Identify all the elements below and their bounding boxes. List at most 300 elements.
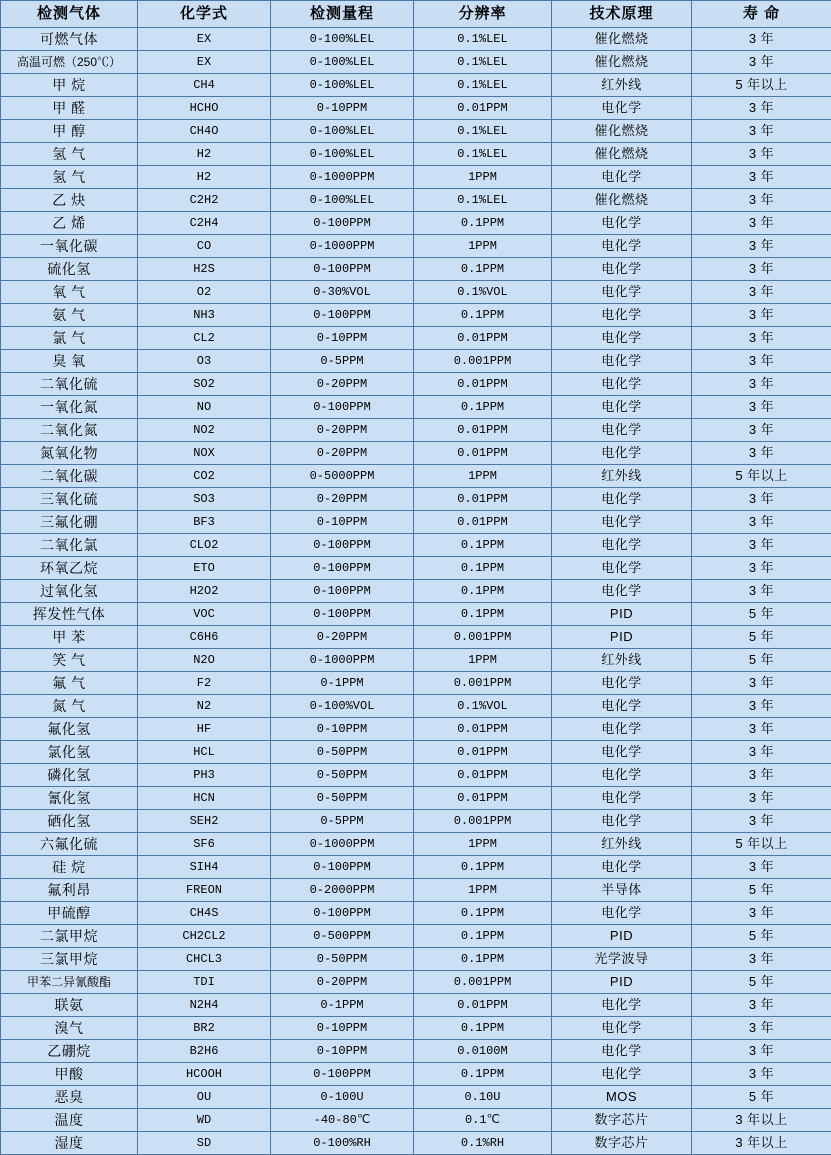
cell-lifetime: 5 年 <box>692 971 831 994</box>
cell-gas-name: 氮氧化物 <box>1 442 138 465</box>
cell-principle: 催化燃烧 <box>552 28 692 51</box>
cell-formula: PH3 <box>138 764 271 787</box>
cell-formula: H2S <box>138 258 271 281</box>
cell-lifetime: 5 年以上 <box>692 465 831 488</box>
cell-resolution: 0.01PPM <box>414 511 552 534</box>
cell-lifetime: 3 年 <box>692 120 831 143</box>
cell-gas-name: 硅 烷 <box>1 856 138 879</box>
column-header-principle: 技术原理 <box>552 1 692 28</box>
cell-lifetime: 3 年以上 <box>692 1109 831 1132</box>
table-row <box>1 212 831 235</box>
cell-formula: CH4 <box>138 74 271 97</box>
cell-gas-name: 乙硼烷 <box>1 1040 138 1063</box>
column-header-gas-name: 检测气体 <box>1 1 138 28</box>
cell-resolution: 1PPM <box>414 235 552 258</box>
cell-principle: 电化学 <box>552 1040 692 1063</box>
table-row <box>1 143 831 166</box>
cell-principle: 电化学 <box>552 787 692 810</box>
cell-range: 0-100%RH <box>271 1132 414 1155</box>
cell-formula: NH3 <box>138 304 271 327</box>
cell-range: 0-100PPM <box>271 557 414 580</box>
cell-resolution: 0.1%LEL <box>414 120 552 143</box>
table-row <box>1 603 831 626</box>
cell-formula: CLO2 <box>138 534 271 557</box>
cell-range: 0-20PPM <box>271 419 414 442</box>
cell-principle: 电化学 <box>552 419 692 442</box>
cell-range: 0-1PPM <box>271 672 414 695</box>
cell-lifetime: 3 年 <box>692 1017 831 1040</box>
cell-range: 0-100%LEL <box>271 28 414 51</box>
table-row <box>1 971 831 994</box>
cell-resolution: 0.01PPM <box>414 787 552 810</box>
cell-lifetime: 3 年 <box>692 189 831 212</box>
cell-resolution: 0.1%LEL <box>414 143 552 166</box>
cell-range: 0-5000PPM <box>271 465 414 488</box>
cell-principle: 电化学 <box>552 741 692 764</box>
table-row <box>1 764 831 787</box>
cell-gas-name: 氟利昂 <box>1 879 138 902</box>
cell-lifetime: 3 年 <box>692 51 831 74</box>
cell-gas-name: 笑 气 <box>1 649 138 672</box>
cell-resolution: 0.10U <box>414 1086 552 1109</box>
cell-lifetime: 3 年 <box>692 235 831 258</box>
cell-formula: WD <box>138 1109 271 1132</box>
table-row <box>1 189 831 212</box>
cell-formula: C6H6 <box>138 626 271 649</box>
cell-gas-name: 氮 气 <box>1 695 138 718</box>
cell-principle: 电化学 <box>552 350 692 373</box>
table-row <box>1 902 831 925</box>
table-header-row <box>1 1 831 28</box>
cell-resolution: 0.1%LEL <box>414 28 552 51</box>
cell-formula: CH4O <box>138 120 271 143</box>
cell-principle: 电化学 <box>552 810 692 833</box>
cell-formula: C2H2 <box>138 189 271 212</box>
cell-lifetime: 3 年 <box>692 741 831 764</box>
cell-principle: 电化学 <box>552 488 692 511</box>
cell-resolution: 0.01PPM <box>414 994 552 1017</box>
table-row <box>1 1086 831 1109</box>
cell-gas-name: 甲 醇 <box>1 120 138 143</box>
cell-range: 0-100%VOL <box>271 695 414 718</box>
cell-lifetime: 3 年 <box>692 143 831 166</box>
cell-range: 0-100PPM <box>271 212 414 235</box>
cell-lifetime: 3 年 <box>692 534 831 557</box>
cell-formula: CH2CL2 <box>138 925 271 948</box>
cell-range: 0-100PPM <box>271 304 414 327</box>
cell-principle: 电化学 <box>552 97 692 120</box>
table-row <box>1 672 831 695</box>
cell-principle: 红外线 <box>552 649 692 672</box>
cell-resolution: 0.1PPM <box>414 396 552 419</box>
table-row <box>1 74 831 97</box>
table-row <box>1 649 831 672</box>
cell-range: 0-1PPM <box>271 994 414 1017</box>
cell-resolution: 0.1PPM <box>414 212 552 235</box>
cell-range: 0-1000PPM <box>271 235 414 258</box>
cell-resolution: 0.01PPM <box>414 373 552 396</box>
cell-resolution: 0.001PPM <box>414 350 552 373</box>
cell-principle: 电化学 <box>552 258 692 281</box>
cell-resolution: 0.01PPM <box>414 741 552 764</box>
cell-gas-name: 二氧化硫 <box>1 373 138 396</box>
table-row <box>1 350 831 373</box>
cell-formula: H2O2 <box>138 580 271 603</box>
cell-resolution: 0.01PPM <box>414 764 552 787</box>
table-row <box>1 396 831 419</box>
cell-formula: C2H4 <box>138 212 271 235</box>
cell-resolution: 1PPM <box>414 465 552 488</box>
cell-range: 0-100U <box>271 1086 414 1109</box>
cell-range: 0-5PPM <box>271 350 414 373</box>
table-row <box>1 166 831 189</box>
cell-formula: SF6 <box>138 833 271 856</box>
cell-resolution: 0.001PPM <box>414 626 552 649</box>
cell-principle: 光学波导 <box>552 948 692 971</box>
cell-principle: 数字芯片 <box>552 1109 692 1132</box>
cell-resolution: 0.001PPM <box>414 810 552 833</box>
cell-resolution: 0.1PPM <box>414 258 552 281</box>
cell-lifetime: 3 年 <box>692 327 831 350</box>
cell-formula: NOX <box>138 442 271 465</box>
cell-resolution: 0.0100M <box>414 1040 552 1063</box>
cell-range: 0-10PPM <box>271 97 414 120</box>
table-row <box>1 626 831 649</box>
cell-range: 0-100PPM <box>271 856 414 879</box>
cell-resolution: 0.1PPM <box>414 856 552 879</box>
table-row <box>1 1109 831 1132</box>
cell-formula: B2H6 <box>138 1040 271 1063</box>
cell-gas-name: 挥发性气体 <box>1 603 138 626</box>
cell-formula: HF <box>138 718 271 741</box>
cell-principle: 电化学 <box>552 580 692 603</box>
cell-principle: 电化学 <box>552 902 692 925</box>
cell-gas-name: 甲苯二异氰酸酯 <box>1 971 138 994</box>
cell-resolution: 0.001PPM <box>414 971 552 994</box>
cell-principle: 电化学 <box>552 1017 692 1040</box>
cell-gas-name: 磷化氢 <box>1 764 138 787</box>
cell-gas-name: 氯化氢 <box>1 741 138 764</box>
table-row <box>1 1017 831 1040</box>
cell-gas-name: 乙 烯 <box>1 212 138 235</box>
cell-principle: 催化燃烧 <box>552 51 692 74</box>
cell-range: 0-100PPM <box>271 580 414 603</box>
cell-range: 0-100PPM <box>271 1063 414 1086</box>
cell-lifetime: 3 年 <box>692 488 831 511</box>
cell-formula: NO <box>138 396 271 419</box>
table-row <box>1 120 831 143</box>
cell-range: 0-20PPM <box>271 971 414 994</box>
cell-gas-name: 溴气 <box>1 1017 138 1040</box>
cell-formula: HCHO <box>138 97 271 120</box>
cell-lifetime: 3 年 <box>692 810 831 833</box>
table-row <box>1 1040 831 1063</box>
cell-lifetime: 5 年 <box>692 626 831 649</box>
cell-resolution: 0.1PPM <box>414 902 552 925</box>
cell-lifetime: 3 年 <box>692 396 831 419</box>
table-row <box>1 534 831 557</box>
cell-gas-name: 氟化氢 <box>1 718 138 741</box>
cell-formula: OU <box>138 1086 271 1109</box>
cell-resolution: 0.1PPM <box>414 580 552 603</box>
cell-principle: 电化学 <box>552 557 692 580</box>
cell-lifetime: 3 年 <box>692 672 831 695</box>
table-row <box>1 695 831 718</box>
cell-resolution: 0.01PPM <box>414 488 552 511</box>
cell-principle: 红外线 <box>552 465 692 488</box>
cell-principle: 红外线 <box>552 74 692 97</box>
cell-lifetime: 3 年 <box>692 718 831 741</box>
cell-formula: HCL <box>138 741 271 764</box>
table-row <box>1 327 831 350</box>
cell-principle: 电化学 <box>552 695 692 718</box>
cell-range: 0-100%LEL <box>271 189 414 212</box>
cell-principle: 电化学 <box>552 166 692 189</box>
cell-gas-name: 甲硫醇 <box>1 902 138 925</box>
cell-principle: 电化学 <box>552 856 692 879</box>
cell-lifetime: 3 年 <box>692 557 831 580</box>
cell-formula: H2 <box>138 166 271 189</box>
cell-gas-name: 过氧化氢 <box>1 580 138 603</box>
cell-principle: 电化学 <box>552 373 692 396</box>
cell-lifetime: 3 年 <box>692 764 831 787</box>
cell-gas-name: 一氧化碳 <box>1 235 138 258</box>
cell-gas-name: 二氯甲烷 <box>1 925 138 948</box>
cell-formula: N2 <box>138 695 271 718</box>
cell-range: 0-10PPM <box>271 1017 414 1040</box>
cell-principle: 数字芯片 <box>552 1132 692 1155</box>
table-row <box>1 511 831 534</box>
cell-gas-name: 湿度 <box>1 1132 138 1155</box>
cell-range: 0-50PPM <box>271 787 414 810</box>
cell-gas-name: 一氧化氮 <box>1 396 138 419</box>
cell-principle: 电化学 <box>552 235 692 258</box>
cell-lifetime: 3 年 <box>692 580 831 603</box>
table-row <box>1 948 831 971</box>
cell-principle: 电化学 <box>552 764 692 787</box>
cell-lifetime: 3 年 <box>692 695 831 718</box>
cell-formula: SEH2 <box>138 810 271 833</box>
cell-lifetime: 3 年 <box>692 787 831 810</box>
cell-range: 0-10PPM <box>271 327 414 350</box>
table-row <box>1 465 831 488</box>
cell-formula: TDI <box>138 971 271 994</box>
cell-lifetime: 3 年 <box>692 994 831 1017</box>
cell-formula: F2 <box>138 672 271 695</box>
cell-lifetime: 3 年 <box>692 419 831 442</box>
cell-formula: BR2 <box>138 1017 271 1040</box>
cell-principle: 电化学 <box>552 304 692 327</box>
column-header-formula: 化学式 <box>138 1 271 28</box>
cell-range: 0-1000PPM <box>271 833 414 856</box>
cell-resolution: 0.01PPM <box>414 442 552 465</box>
cell-gas-name: 甲 苯 <box>1 626 138 649</box>
cell-lifetime: 3 年 <box>692 28 831 51</box>
cell-range: 0-50PPM <box>271 764 414 787</box>
cell-formula: O2 <box>138 281 271 304</box>
cell-gas-name: 可燃气体 <box>1 28 138 51</box>
cell-lifetime: 5 年以上 <box>692 833 831 856</box>
cell-gas-name: 六氟化硫 <box>1 833 138 856</box>
table-row <box>1 787 831 810</box>
cell-formula: CHCL3 <box>138 948 271 971</box>
cell-resolution: 1PPM <box>414 879 552 902</box>
cell-resolution: 0.1%VOL <box>414 281 552 304</box>
table-row <box>1 304 831 327</box>
cell-range: 0-100PPM <box>271 902 414 925</box>
cell-principle: 电化学 <box>552 442 692 465</box>
cell-principle: 半导体 <box>552 879 692 902</box>
cell-resolution: 0.01PPM <box>414 419 552 442</box>
cell-resolution: 0.1%LEL <box>414 51 552 74</box>
cell-formula: SD <box>138 1132 271 1155</box>
cell-range: 0-500PPM <box>271 925 414 948</box>
cell-gas-name: 甲 烷 <box>1 74 138 97</box>
cell-formula: CO <box>138 235 271 258</box>
cell-resolution: 1PPM <box>414 649 552 672</box>
table-row <box>1 488 831 511</box>
cell-range: 0-30%VOL <box>271 281 414 304</box>
table-row <box>1 810 831 833</box>
cell-lifetime: 3 年 <box>692 304 831 327</box>
cell-principle: 催化燃烧 <box>552 120 692 143</box>
table-row <box>1 1132 831 1155</box>
column-header-lifetime: 寿 命 <box>692 1 831 28</box>
cell-range: 0-100PPM <box>271 396 414 419</box>
cell-range: 0-20PPM <box>271 442 414 465</box>
cell-formula: H2 <box>138 143 271 166</box>
cell-gas-name: 氧 气 <box>1 281 138 304</box>
cell-range: 0-5PPM <box>271 810 414 833</box>
cell-principle: 红外线 <box>552 833 692 856</box>
cell-formula: HCOOH <box>138 1063 271 1086</box>
cell-range: 0-10PPM <box>271 1040 414 1063</box>
cell-resolution: 0.1PPM <box>414 1063 552 1086</box>
cell-lifetime: 3 年 <box>692 166 831 189</box>
cell-formula: O3 <box>138 350 271 373</box>
cell-formula: CO2 <box>138 465 271 488</box>
cell-principle: PID <box>552 603 692 626</box>
cell-resolution: 0.1℃ <box>414 1109 552 1132</box>
cell-resolution: 0.1PPM <box>414 304 552 327</box>
cell-formula: VOC <box>138 603 271 626</box>
cell-lifetime: 3 年 <box>692 948 831 971</box>
cell-gas-name: 三氯甲烷 <box>1 948 138 971</box>
cell-formula: HCN <box>138 787 271 810</box>
cell-principle: 电化学 <box>552 718 692 741</box>
cell-lifetime: 5 年 <box>692 603 831 626</box>
table-row <box>1 741 831 764</box>
table-row <box>1 28 831 51</box>
cell-formula: SIH4 <box>138 856 271 879</box>
cell-gas-name: 三氟化硼 <box>1 511 138 534</box>
cell-resolution: 0.1PPM <box>414 603 552 626</box>
cell-formula: CL2 <box>138 327 271 350</box>
table-row <box>1 281 831 304</box>
cell-principle: 电化学 <box>552 534 692 557</box>
cell-formula: NO2 <box>138 419 271 442</box>
cell-resolution: 0.1PPM <box>414 534 552 557</box>
cell-principle: 电化学 <box>552 212 692 235</box>
cell-lifetime: 3 年 <box>692 281 831 304</box>
table-row <box>1 258 831 281</box>
cell-gas-name: 氟 气 <box>1 672 138 695</box>
cell-resolution: 0.01PPM <box>414 97 552 120</box>
cell-principle: 电化学 <box>552 511 692 534</box>
cell-range: 0-50PPM <box>271 948 414 971</box>
cell-gas-name: 二氧化氮 <box>1 419 138 442</box>
cell-gas-name: 硒化氢 <box>1 810 138 833</box>
cell-resolution: 0.1PPM <box>414 925 552 948</box>
cell-formula: CH4S <box>138 902 271 925</box>
cell-resolution: 0.01PPM <box>414 718 552 741</box>
cell-resolution: 0.1%LEL <box>414 189 552 212</box>
table-row <box>1 879 831 902</box>
cell-lifetime: 3 年 <box>692 902 831 925</box>
cell-gas-name: 乙 炔 <box>1 189 138 212</box>
cell-range: 0-100%LEL <box>271 143 414 166</box>
cell-lifetime: 3 年 <box>692 373 831 396</box>
cell-gas-name: 氰化氢 <box>1 787 138 810</box>
cell-resolution: 0.1%RH <box>414 1132 552 1155</box>
cell-principle: 催化燃烧 <box>552 143 692 166</box>
cell-resolution: 0.1PPM <box>414 1017 552 1040</box>
cell-lifetime: 5 年 <box>692 649 831 672</box>
cell-gas-name: 二氧化碳 <box>1 465 138 488</box>
cell-range: 0-100%LEL <box>271 51 414 74</box>
table-row <box>1 51 831 74</box>
cell-lifetime: 3 年 <box>692 1063 831 1086</box>
column-header-range: 检测量程 <box>271 1 414 28</box>
table-row <box>1 925 831 948</box>
cell-principle: MOS <box>552 1086 692 1109</box>
cell-range: 0-100%LEL <box>271 74 414 97</box>
cell-principle: 电化学 <box>552 396 692 419</box>
table-row <box>1 97 831 120</box>
cell-gas-name: 温度 <box>1 1109 138 1132</box>
cell-resolution: 1PPM <box>414 166 552 189</box>
cell-resolution: 1PPM <box>414 833 552 856</box>
cell-lifetime: 3 年 <box>692 442 831 465</box>
cell-lifetime: 3 年 <box>692 1040 831 1063</box>
cell-gas-name: 甲酸 <box>1 1063 138 1086</box>
cell-formula: ETO <box>138 557 271 580</box>
cell-resolution: 0.001PPM <box>414 672 552 695</box>
cell-range: -40-80℃ <box>271 1109 414 1132</box>
cell-formula: N2H4 <box>138 994 271 1017</box>
cell-range: 0-100PPM <box>271 603 414 626</box>
cell-range: 0-20PPM <box>271 626 414 649</box>
cell-gas-name: 氢 气 <box>1 166 138 189</box>
table-row <box>1 994 831 1017</box>
cell-gas-name: 氨 气 <box>1 304 138 327</box>
cell-range: 0-50PPM <box>271 741 414 764</box>
cell-range: 0-10PPM <box>271 511 414 534</box>
cell-formula: EX <box>138 51 271 74</box>
cell-range: 0-2000PPM <box>271 879 414 902</box>
cell-gas-name: 恶臭 <box>1 1086 138 1109</box>
cell-principle: 电化学 <box>552 327 692 350</box>
cell-principle: 电化学 <box>552 281 692 304</box>
cell-gas-name: 氯 气 <box>1 327 138 350</box>
table-row <box>1 373 831 396</box>
cell-range: 0-1000PPM <box>271 166 414 189</box>
cell-range: 0-100PPM <box>271 534 414 557</box>
cell-lifetime: 3 年以上 <box>692 1132 831 1155</box>
table-row <box>1 856 831 879</box>
table-row <box>1 419 831 442</box>
cell-gas-name: 二氧化氯 <box>1 534 138 557</box>
